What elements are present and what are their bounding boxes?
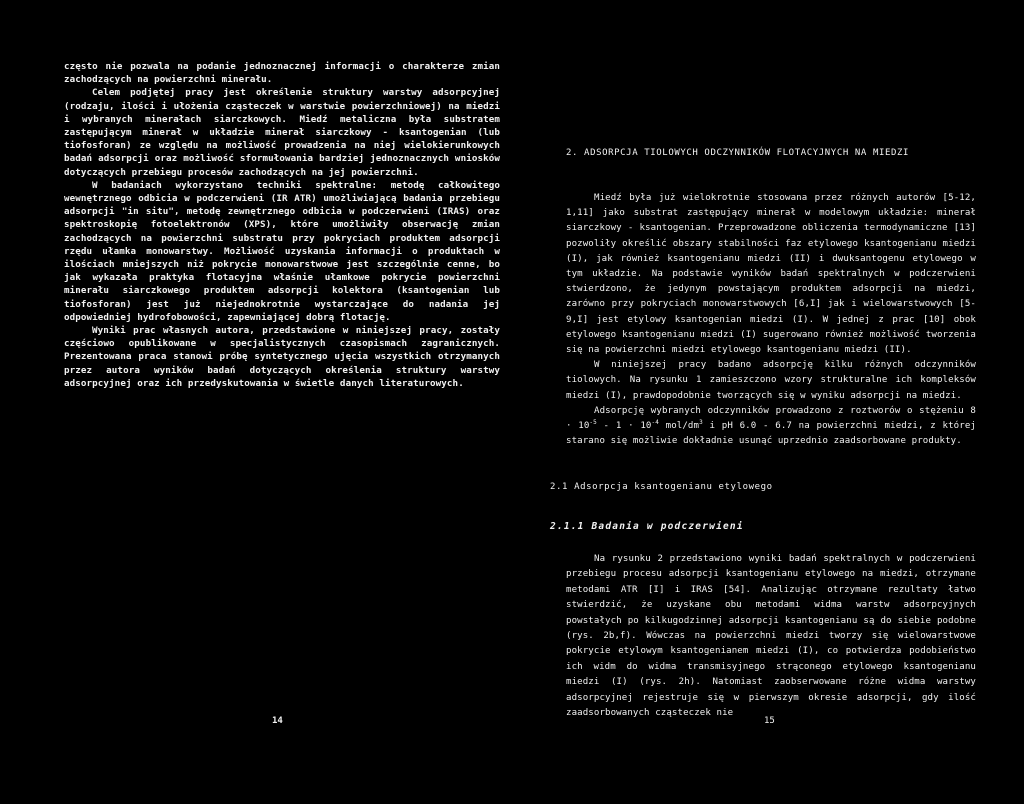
exponent: -5 [589, 419, 597, 427]
paragraph: często nie pozwala na podanie jednoznacznej informacji o charakterze zmian zachodzących na powierzchni minerału. [64, 61, 500, 86]
paragraph: Miedź była już wielokrotnie stosowana przez różnych autorów [5-12, 1,11] jako substrat zastępujący minerał w modelowym układzie: minerał siarczkowy - ksantogenian. Przeprowadzone obliczenia termodynamiczne [13] pozwoliły określić obszary stabilności faz etylowego ksantogenianu miedzi (I), jak również ksantogenianu miedzi (II) i dwuksantogenu etylowego w tym układzie. Na podstawie wyników badań spektralnych w podczerwieni stwierdzono, że jedynym powstającym produktem adsorpcji na miedzi, zarówno przy pokryciach monowarstwowych [6,I] jak i wielowarstwowych [5-9,I] jest etylowy ksantogenian miedzi (I). W jednej z prac [10] obok etylowego ksantogenianu miedzi (I) sugerowano również możliwość tworzenia się na powierzchni miedzi etylowego ksantogenianu miedzi (II). [566, 193, 976, 356]
exponent: 3 [699, 419, 703, 427]
right-page-body-top [566, 191, 976, 449]
paragraph: W niniejszej pracy badano adsorpcję kilku różnych odczynników tiolowych. Na rysunku 1 zamieszczono wzory strukturalne ich kompleksów miedzi (I), prawdopodobnie tworzących się w wyniku adsorpcji na miedzi. [566, 360, 976, 401]
paragraph-text: mol/dm [658, 421, 700, 432]
paragraph-text: i pH 6.0 - 6.7 na powierzchni miedzi, z której starano się możliwie dokładnie usunąć uprzednio zaadsorbowane produkty. [566, 421, 976, 447]
paragraph: Wyniki prac własnych autora, przedstawione w niniejszej pracy, zostały częściowo opublikowane w specjalistycznych czasopismach zagranicznych. Prezentowana praca stanowi próbę syntetycznego ujęcia wszystkich otrzymanych przez autora wyników badań dotyczących określenia struktury warstwy adsorpcyjnej oraz ich przedyskutowania w świetle danych literaturowych. [64, 325, 500, 389]
paragraph: W badaniach wykorzystano techniki spektralne: metodę całkowitego wewnętrznego odbicia w podczerwieni (IR ATR) umożliwiającą badania przebiegu adsorpcji "in situ", metodę zewnętrznego odbicia w podczerwieni (IRAS) oraz spektroskopię fotoelektronów (XPS), które umożliwiły obserwację zmian zachodzących na powierzchni substratu przy pokryciach produktem adsorpcji rzędu ułamka monowarstwy. Możliwość uzyskania informacji o produktach w ilościach mniejszych niż pokrycie monowarstwowe jest szczególnie cenne, bo jak wykazała praktyka flotacyjna właśnie ułamkowe pokrycie powierzchni minerału siarczkowego produktem adsorpcji kolektora (ksantogenian lub tiofosforan) jest już niejednokrotnie wystarczające do nadania jej odpowiedniej hydrofobowości, zapewniającej dobrą flotację. [64, 179, 500, 323]
left-page-body [64, 60, 500, 390]
paragraph-text: - 1 · 10 [596, 421, 652, 432]
paragraph: Na rysunku 2 przedstawiono wyniki badań spektralnych w podczerwieni przebiegu procesu adsorpcji ksantogenianu etylowego na miedzi, otrzymane metodami ATR [I] i IRAS [54]. Analizując otrzymane rezultaty łatwo stwierdzić, że uzyskane obu metodami widma warstw adsorpcyjnych powstałych po kilkugodzinnej adsorpcji ksantogenianu są do siebie podobne (rys. 2b,f). Wówczas na powierzchni miedzi tworzy się wielowarstwowe pokrycie etylowym ksantogenianem miedzi (I), co potwierdza podobieństwo ich widm do widma transmisyjnego strąconego etylowego ksantogenianu miedzi (I) (rys. 2h). Natomiast zaobserwowane różne widma warstwy adsorpcyjnej rejestruje się w pierwszym okresie adsorpcji, gdy ilość zaadsorbowanych cząsteczek nie [566, 554, 976, 719]
right-page-body-bottom [566, 552, 976, 721]
chapter-heading: 2. ADSORPCJA TIOLOWYCH ODCZYNNIKÓW FLOTACYJNYCH NA MIEDZI [566, 148, 910, 158]
section-heading: 2.1 Adsorpcja ksantogenianu etylowego [550, 482, 773, 492]
page-number-left: 14 [272, 716, 283, 726]
paragraph: Celem podjętej pracy jest określenie struktury warstwy adsorpcyjnej (rodzaju, ilości i ułożenia cząsteczek w warstwie powierzchniowej) na miedzi i wybranych minerałach siarczkowych. Miedź metaliczna była substratem zastępującym minerał w układzie minerał siarczkowy - ksantogenian (lub tiofosforan) ze względu na możliwość prowadzenia na niej wielokierunkowych badań adsorpcji oraz możliwość sformułowania bardziej jednoznacznych wniosków dotyczących przebiegu procesów zachodzących na jej powierzchni. [64, 87, 500, 178]
paragraph-text: Adsorpcję wybranych odczynników prowadzono z roztworów o stężeniu 8 · 10 [566, 405, 976, 432]
subsection-heading: 2.1.1 Badania w podczerwieni [550, 521, 744, 532]
page-number-right: 15 [764, 716, 775, 726]
paragraph [566, 404, 976, 450]
exponent: -4 [651, 419, 659, 427]
